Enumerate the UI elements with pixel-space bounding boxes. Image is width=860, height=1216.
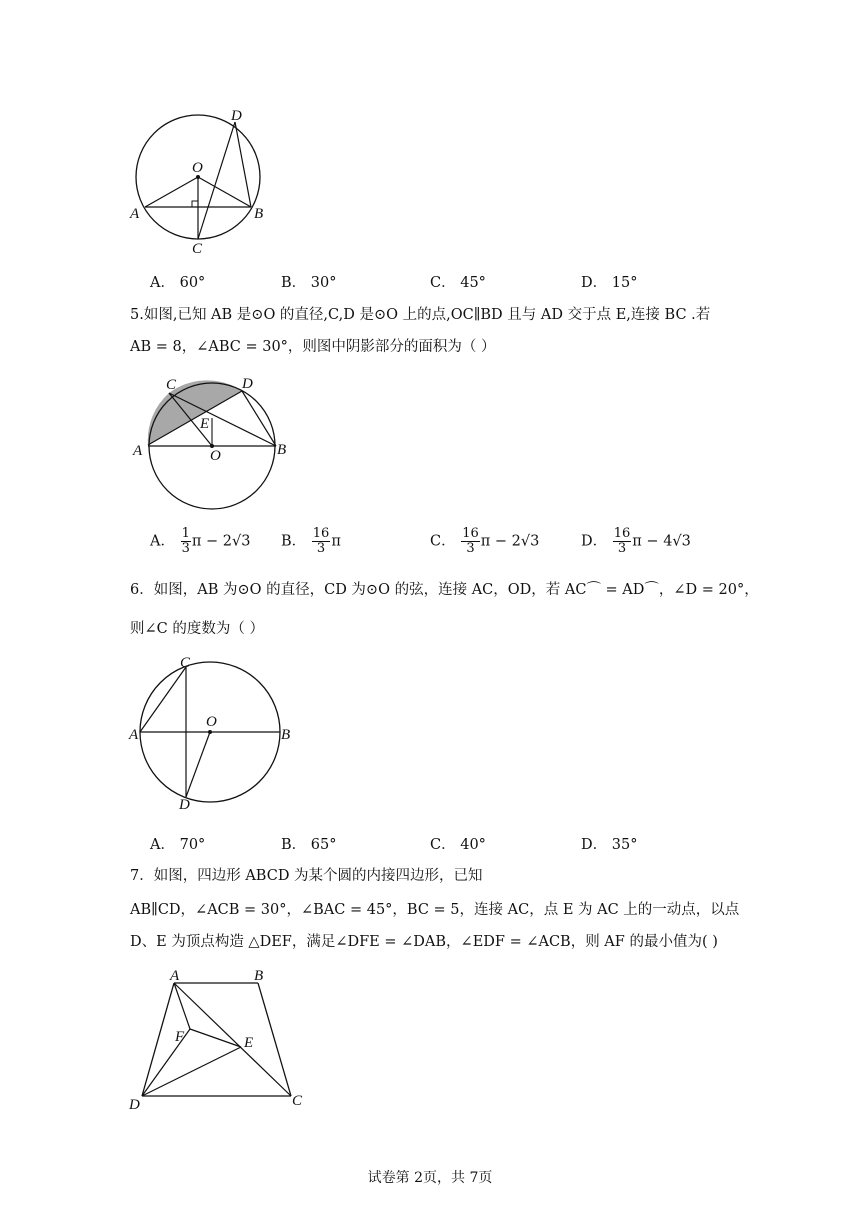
q4-label-o: O xyxy=(192,160,203,176)
q7-label-c: C xyxy=(292,1093,303,1109)
q5-option-a: A． $\frac{1}{3}$ π − 2√3 xyxy=(150,526,251,556)
q7-label-a: A xyxy=(170,968,180,984)
q7-side-da xyxy=(142,983,174,1096)
q6-question-line-1: 6．如图，AB 为⊙O 的直径，CD 为⊙O 的弦，连接 AC，OD，若 AC⌒ = AD⌒，∠D = 20°， xyxy=(130,582,759,598)
q5-shaded-region xyxy=(148,380,242,445)
q5-label-b: B xyxy=(277,442,287,458)
q4-right-angle-mark xyxy=(192,201,198,207)
q7-label-d: D xyxy=(129,1097,140,1113)
q6-option-a: A． 70° xyxy=(150,837,206,853)
q5-option-b: B． $\frac{16}{3}$ π xyxy=(281,526,341,556)
q6-question-line-2: 则∠C 的度数为（ ） xyxy=(130,621,264,637)
q6-label-o: O xyxy=(206,714,217,730)
q6-label-d: D xyxy=(179,797,190,813)
q6-option-d: D． 35° xyxy=(581,837,638,853)
q6-option-b: B． 65° xyxy=(281,837,337,853)
q4-option-c: C． 45° xyxy=(430,275,486,291)
q5-label-c: C xyxy=(166,377,177,393)
q4-segment-oa xyxy=(145,177,198,207)
q5-label-a: A xyxy=(133,443,143,459)
q4-option-a: A． 60° xyxy=(150,275,206,291)
q4-label-b: B xyxy=(254,206,264,222)
q7-label-f: F xyxy=(175,1029,185,1045)
q7-question-line-1: 7．如图，四边形 ABCD 为某个圆的内接四边形，已知 xyxy=(130,868,483,884)
q7-figure xyxy=(125,963,315,1118)
q6-label-a: A xyxy=(129,727,139,743)
q5-label-o: O xyxy=(210,448,221,464)
q4-figure xyxy=(125,100,285,260)
q6-segment-ac xyxy=(140,667,186,732)
q7-side-bc xyxy=(258,983,291,1096)
q7-question-line-3: D、E 为顶点构造 △DEF，满足∠DFE = ∠DAB，∠EDF = ∠ACB，则 AF 的最小值为( ) xyxy=(130,934,718,950)
q7-segment-de xyxy=(142,1047,241,1096)
q6-option-c: C． 40° xyxy=(430,837,486,853)
q5-label-d: D xyxy=(242,376,253,392)
q4-option-d: D． 15° xyxy=(581,275,638,291)
q6-segment-od xyxy=(186,732,210,797)
q5-option-c: C． $\frac{16}{3}$ π − 2√3 xyxy=(430,526,540,556)
q4-label-c: C xyxy=(192,241,203,257)
q5-label-e: E xyxy=(200,416,210,432)
q6-figure xyxy=(125,652,295,817)
q4-label-d: D xyxy=(231,108,242,124)
q5-question-line-1: 5.如图,已知 AB 是⊙O 的直径,C,D 是⊙O 上的点,OC∥BD 且与 AD 交于点 E,连接 BC .若 xyxy=(130,307,711,323)
q7-label-b: B xyxy=(254,968,264,984)
q7-question-line-2: AB∥CD，∠ACB = 30°，∠BAC = 45°，BC = 5，连接 AC，点 E 为 AC 上的一动点，以点 xyxy=(130,902,740,918)
q4-option-b: B． 30° xyxy=(281,275,337,291)
q5-figure xyxy=(128,372,298,512)
q7-label-e: E xyxy=(244,1035,254,1051)
q6-center-dot xyxy=(208,730,212,734)
q4-label-a: A xyxy=(130,206,140,222)
q5-option-d: D． $\frac{16}{3}$ π − 4√3 xyxy=(581,526,691,556)
q6-label-b: B xyxy=(281,727,291,743)
q6-label-c: C xyxy=(180,655,191,671)
q7-segment-fe xyxy=(190,1029,241,1047)
q7-diagonal-ac xyxy=(174,983,291,1096)
q5-question-line-2: AB = 8，∠ABC = 30°，则图中阴影部分的面积为（ ） xyxy=(130,339,496,355)
page-footer: 试卷第 2页，共 7页 xyxy=(367,1170,493,1186)
q4-segment-ob xyxy=(198,177,251,207)
